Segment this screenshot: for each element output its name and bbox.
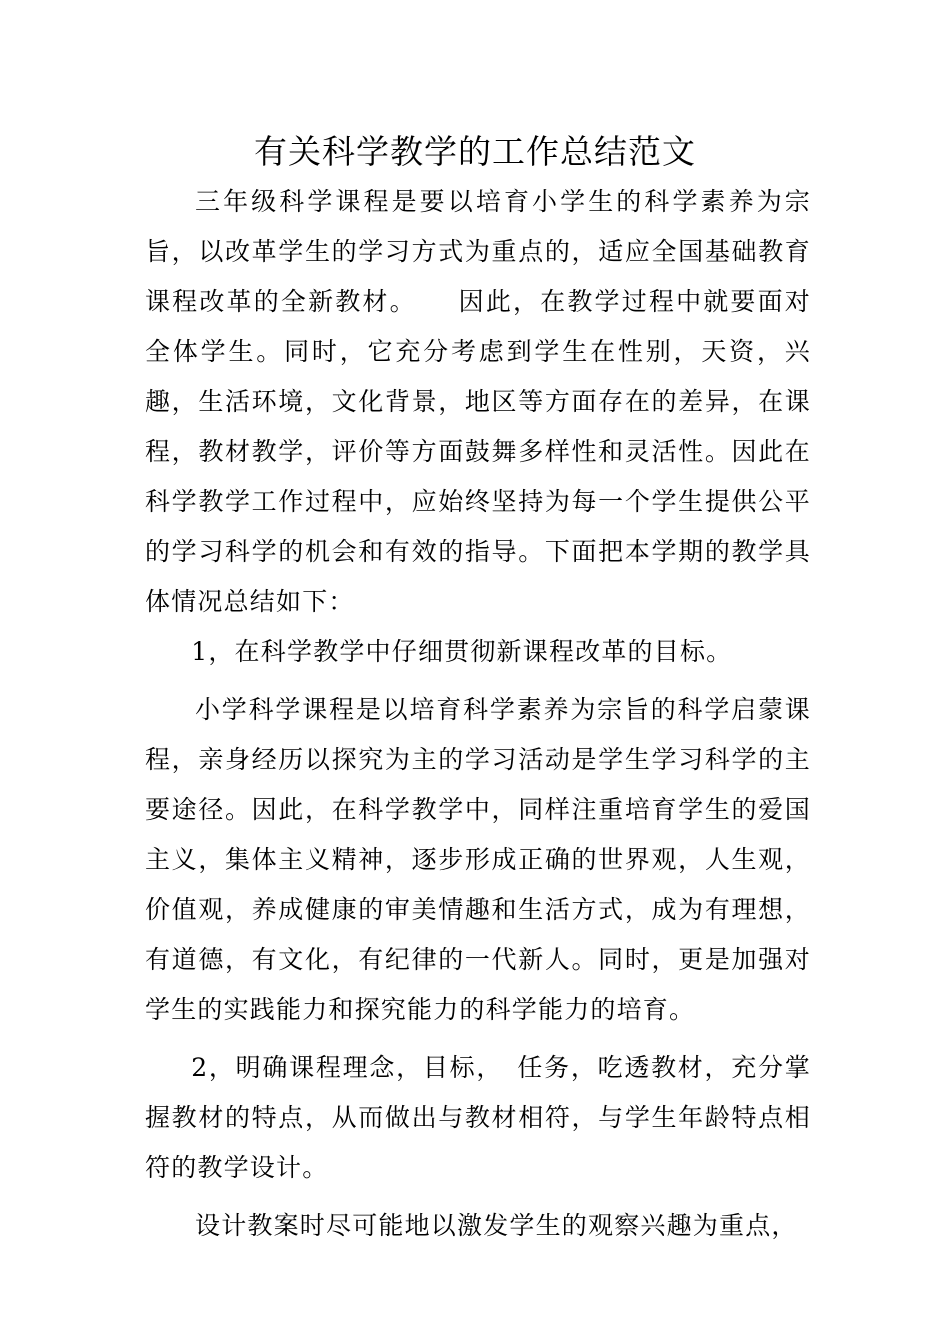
paragraph-point-1: 1，在科学教学中仔细贯彻新课程改革的目标。 [191,637,733,666]
document-title: 有关科学教学的工作总结范文 [254,132,696,171]
document-body [145,177,811,1251]
paragraph-intro: 三年级科学课程是要以培育小学生的科学素养为宗旨，以改革学生的学习方式为重点的，适应全国基础教育课程改革的全新教材。 因此，在教学过程中就要面对全体学生。同时，它充分考虑到学生在性别，天资，兴趣，生活环境，文化背景，地区等方面存在的差异，在课程，教材教学，评价等方面鼓舞多样性和灵活性。因此在科学教学工作过程中，应始终坚持为每一个学生提供公平的学习科学的机会和有效的指导。下面把本学期的教学具体情况总结如下： [145,187,811,616]
paragraph-point-2: 2，明确课程理念，目标， 任务，吃透教材，充分掌握教材的特点，从而做出与教材相符，与学生年龄特点相符的教学设计。 [145,1053,811,1182]
paragraph-point-1-detail: 小学科学课程是以培育科学素养为宗旨的科学启蒙课程，亲身经历以探究为主的学习活动是学生学习科学的主要途径。因此，在科学教学中，同样注重培育学生的爱国主义，集体主义精神，逐步形成正确的世界观，人生观，价值观，养成健康的审美情趣和生活方式，成为有理想，有道德，有文化，有纪律的一代新人。同时，更是加强对学生的实践能力和探究能力的科学能力的培育。 [145,695,811,1024]
paragraph-point-2-detail: 设计教案时尽可能地以激发学生的观察兴趣为重点， [195,1211,798,1240]
